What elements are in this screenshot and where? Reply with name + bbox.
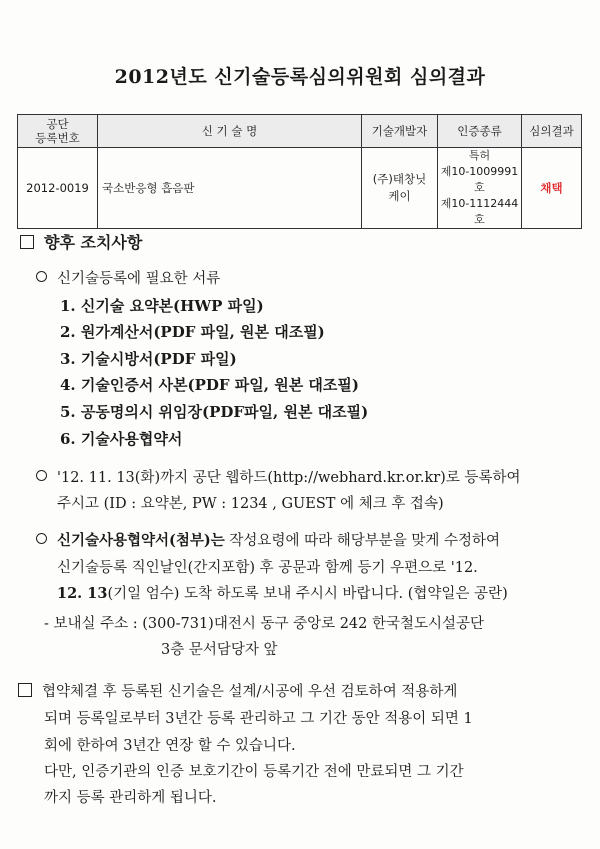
notice-line-3: 회에 한하여 3년간 연장 할 수 있습니다. xyxy=(44,738,296,754)
notice-line-1: 협약체결 후 등록된 신기술은 설계/시공에 우선 검토하여 적용하게 xyxy=(42,684,458,700)
table-row xyxy=(18,148,582,229)
cell-tech-name: 국소반응형 흡음판 xyxy=(98,148,362,229)
list-item: 1. 신기술 요약본(HWP 파일) xyxy=(60,297,264,315)
followup-heading xyxy=(20,230,142,253)
cell-result: 채택 xyxy=(522,148,582,229)
followup-heading-text: 향후 조치사항 xyxy=(44,233,143,252)
agreement-line-2: 신기술등록 직인날인(간지포함) 후 공문과 함께 등기 우편으로 '12. xyxy=(57,560,478,576)
agreement-instruction xyxy=(36,529,500,550)
agreement-bold-text: 신기술사용협약서(첨부)는 xyxy=(57,532,225,549)
agreement-deadline: 12. 13 xyxy=(57,585,108,602)
cert-number-1: 제10-1009991호 xyxy=(440,165,519,194)
cert-number-2: 제10-1112444호 xyxy=(440,197,519,226)
circle-bullet-icon xyxy=(36,271,47,282)
list-item: 6. 기술사용협약서 xyxy=(60,430,183,448)
result-table xyxy=(17,114,582,229)
address-line-2: 3층 문서담당자 앞 xyxy=(161,642,278,658)
header-result: 심의결과 xyxy=(522,115,582,148)
docs-intro xyxy=(36,267,220,288)
list-item: 4. 기술인증서 사본(PDF 파일, 원본 대조필) xyxy=(60,376,359,394)
list-item: 2. 원가계산서(PDF 파일, 원본 대조필) xyxy=(60,323,325,341)
cell-reg-no: 2012-0019 xyxy=(18,148,98,229)
header-tech-name: 신 기 술 명 xyxy=(98,115,362,148)
cert-type: 특허 xyxy=(468,149,491,162)
agreement-line-3-text: (기일 엄수) 도착 하도록 보내 주시시 바랍니다. (협약일은 공란) xyxy=(107,586,508,602)
circle-bullet-icon xyxy=(36,470,47,481)
table-header-row xyxy=(18,115,582,148)
header-cert-type: 인증종류 xyxy=(438,115,522,148)
address-line-1: - 보내실 주소 : (300-731)대전시 동구 중앙로 242 한국철도시설공단 xyxy=(44,616,485,632)
notice-paragraph xyxy=(18,680,457,701)
notice-line-4: 다만, 인증기관의 인증 보호기간이 등록기간 전에 만료되면 그 기간 xyxy=(44,764,464,780)
header-reg-no: 공단 등록번호 xyxy=(18,115,98,148)
docs-intro-text: 신기술등록에 필요한 서류 xyxy=(57,271,221,287)
list-item: 5. 공동명의시 위임장(PDF파일, 원본 대조필) xyxy=(60,403,369,421)
circle-bullet-icon xyxy=(36,533,47,544)
list-item: 3. 기술시방서(PDF 파일) xyxy=(60,350,237,368)
cell-developer: (주)태창닛 케이 xyxy=(362,148,438,229)
square-bullet-icon xyxy=(18,683,32,697)
agreement-line-1: 작성요령에 따라 해당부분을 맞게 수정하여 xyxy=(224,533,500,549)
notice-line-5: 까지 등록 관리하게 됩니다. xyxy=(44,790,217,806)
cell-cert xyxy=(438,148,522,229)
document-title: 2012년도 신기술등록심의위원회 심의결과 xyxy=(114,66,486,88)
notice-line-2: 되며 등록일로부터 3년간 등록 관리하고 그 기간 동안 적용이 되면 1 xyxy=(44,711,473,727)
square-bullet-icon xyxy=(20,235,34,249)
upload-line-1: '12. 11. 13(화)까지 공단 웹하드(http://webhard.kr.or.kr)로 등록하여 xyxy=(57,470,521,486)
upload-instruction xyxy=(36,466,520,487)
upload-line-2: 주시고 (ID : 요약본, PW : 1234 , GUEST 에 체크 후 접속) xyxy=(57,496,444,512)
header-developer: 기술개발자 xyxy=(362,115,438,148)
agreement-line-3 xyxy=(57,582,508,603)
